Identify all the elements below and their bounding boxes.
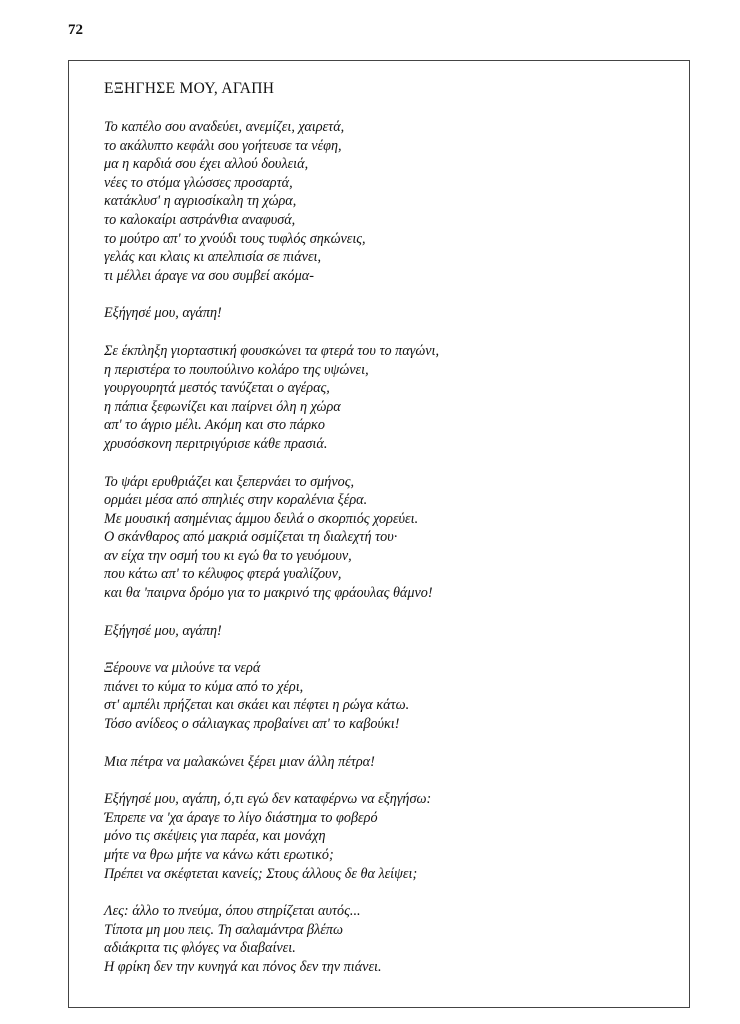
poem-line: κατάκλυσ' η αγριοσίκαλη τη χώρα, — [104, 193, 297, 210]
poem-line: Πρέπει να σκέφτεται κανείς; Στους άλλους δε θα λείψει; — [104, 865, 418, 882]
poem-line: Εξήγησέ μου, αγάπη, ό,τι εγώ δεν καταφέρνω να εξηγήσω: — [104, 791, 432, 808]
poem-line: το μούτρο απ' το χνούδι τους τυφλός σηκώνεις, — [104, 230, 366, 247]
poem-line: και θα 'παιρνα δρόμο για το μακρινό της φράουλας θάμνο! — [104, 585, 433, 602]
poem-line: πιάνει το κύμα το κύμα από το χέρι, — [104, 678, 304, 695]
poem-line: που κάτω απ' το κέλυφος φτερά γυαλίζουν, — [104, 566, 342, 583]
page-number: 72 — [68, 22, 83, 38]
poem-line: Το καπέλο σου αναδεύει, ανεμίζει, χαιρετά, — [104, 119, 345, 135]
poem-line: η πάπια ξεφωνίζει και παίρνει όλη η χώρα — [104, 398, 341, 415]
poem-line: μόνο τις σκέψεις για παρέα, και μονάχη — [104, 828, 326, 845]
poem-line: αν είχα την οσμή του κι εγώ θα το γευόμουν, — [104, 547, 352, 564]
poem-line: απ' το άγριο μέλι. Ακόμη και στο πάρκο — [104, 417, 325, 434]
poem-line: γουργουρητά μεστός τανύζεται ο αγέρας, — [104, 380, 330, 397]
poem-line: Με μουσική ασημένιας άμμου δειλά ο σκορπιός χορεύει. — [104, 510, 419, 527]
poem-line: τι μέλλει άραγε να σου συμβεί ακόμα- — [104, 267, 314, 284]
poem-line: Σε έκπληξη γιορταστική φουσκώνει τα φτερά του το παγώνι, — [104, 342, 439, 359]
poem-line: μα η καρδιά σου έχει αλλού δουλειά, — [104, 156, 309, 173]
poem-line: Εξήγησέ μου, αγάπη! — [104, 305, 222, 322]
poem-line: μήτε να θρω μήτε να κάνω κάτι ερωτικό; — [104, 847, 334, 863]
poem-line: Το ψάρι ερυθριάζει και ξεπερνάει το σμήνος, — [104, 473, 355, 490]
stanza — [104, 304, 664, 323]
stanza — [104, 118, 664, 285]
poem-line: Λες: άλλο το πνεύμα, όπου στηρίζεται αυτός... — [104, 903, 361, 920]
poem-line: Έπρεπε να 'χα άραγε το λίγο διάστημα το φοβερό — [104, 809, 378, 826]
poem-line: νέες το στόμα γλώσσες προσαρτά, — [104, 174, 293, 191]
stanza — [104, 622, 664, 641]
poem-line: το καλοκαίρι αστράνθια αναφυσά, — [104, 211, 296, 228]
stanza — [104, 753, 664, 772]
poem-line: ορμάει μέσα από σπηλιές στην κοραλένια ξέρα. — [104, 492, 368, 509]
poem-line: Ξέρουνε να μιλούνε τα νερά — [104, 660, 261, 677]
poem-body — [104, 118, 664, 996]
poem-line: η περιστέρα το πουπούλινο κολάρο της υψώνει, — [104, 361, 369, 378]
poem-line: Εξήγησέ μου, αγάπη! — [104, 622, 222, 639]
poem-line: Ο σκάνθαρος από μακριά οσμίζεται τη διαλεχτή του· — [104, 529, 398, 546]
poem-line: το ακάλυπτο κεφάλι σου γοήτευσε τα νέφη, — [104, 137, 342, 154]
stanza — [104, 659, 664, 733]
stanza — [104, 473, 664, 603]
poem-line: Τίποτα μη μου πεις. Τη σαλαμάντρα βλέπω — [104, 921, 343, 938]
poem-line: γελάς και κλαις κι απελπισία σε πιάνει, — [104, 249, 322, 266]
stanza — [104, 790, 664, 883]
poem-line: χρυσόσκονη περιτριγύρισε κάθε πρασιά. — [104, 435, 328, 452]
poem-title: ΕΞΗΓΗΣΕ ΜΟΥ, ΑΓΑΠΗ — [104, 80, 275, 97]
poem-line: Μια πέτρα να μαλακώνει ξέρει μιαν άλλη πέτρα! — [104, 753, 375, 770]
poem-line: στ' αμπέλι πρήζεται και σκάει και πέφτει η ρώγα κάτω. — [104, 697, 410, 714]
poem-line: Η φρίκη δεν την κυνηγά και πόνος δεν την πιάνει. — [104, 958, 382, 975]
stanza — [104, 902, 664, 976]
stanza — [104, 342, 664, 454]
poem-line: αδιάκριτα τις φλόγες να διαβαίνει. — [104, 940, 296, 957]
poem-line: Τόσο ανίδεος ο σάλιαγκας προβαίνει απ' το καβούκι! — [104, 716, 400, 733]
